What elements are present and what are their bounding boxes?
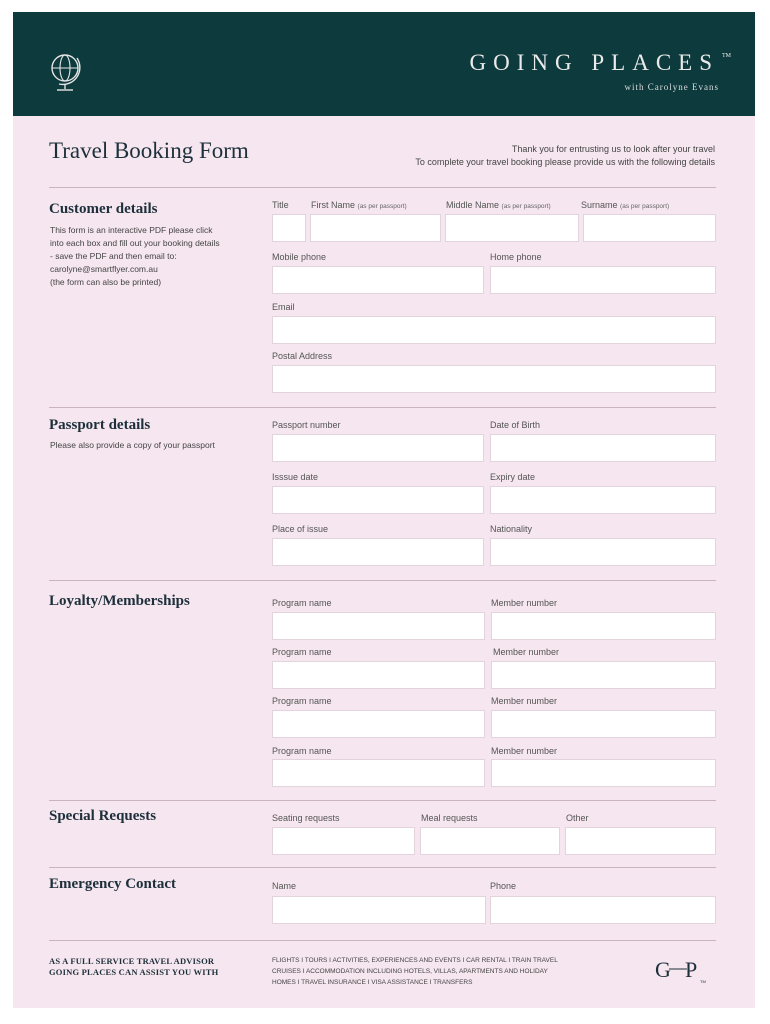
member-number-field[interactable]	[491, 759, 716, 787]
note-line: This form is an interactive PDF please click	[50, 225, 213, 235]
member-number-label: Member number	[491, 746, 558, 756]
passport-number-label: Passport number	[272, 420, 341, 430]
loyalty-section-title: Loyalty/Memberships	[49, 593, 190, 609]
note-line: - save the PDF and then email to:	[50, 251, 177, 261]
seating-requests-field[interactable]	[272, 827, 415, 855]
mobile-phone-label: Mobile phone	[272, 252, 327, 262]
program-name-label: Program name	[272, 746, 332, 756]
footer-services-line: HOMES I TRAVEL INSURANCE I VISA ASSISTANCE I TRANSFERS	[272, 979, 473, 986]
home-phone-label: Home phone	[490, 252, 542, 262]
postal-address-label: Postal Address	[272, 351, 333, 361]
program-name-field[interactable]	[272, 661, 485, 689]
first-name-label-text: First Name	[311, 200, 356, 210]
logo-trademark: TM	[700, 979, 706, 984]
program-name-field[interactable]	[272, 612, 485, 640]
footer-tagline	[49, 956, 218, 978]
passport-number-field[interactable]	[272, 434, 484, 462]
expiry-date-label: Expiry date	[490, 472, 536, 482]
other-requests-label: Other	[566, 813, 589, 823]
customer-section-title: Customer details	[49, 201, 158, 217]
footer-tagline-line: AS A FULL SERVICE TRAVEL ADVISOR	[49, 956, 215, 966]
meal-requests-field[interactable]	[420, 827, 560, 855]
program-name-label: Program name	[272, 696, 332, 706]
passport-section-note: Please also provide a copy of your passport	[50, 440, 215, 450]
email-field[interactable]	[272, 316, 716, 344]
brand-name	[469, 50, 731, 76]
nationality-field[interactable]	[490, 538, 716, 566]
member-number-label: Member number	[493, 647, 560, 657]
section-divider	[49, 580, 716, 581]
member-number-field[interactable]	[491, 710, 716, 738]
intro-text	[415, 143, 715, 169]
other-requests-field[interactable]	[565, 827, 716, 855]
section-divider	[49, 800, 716, 801]
place-of-issue-field[interactable]	[272, 538, 484, 566]
section-divider	[49, 407, 716, 408]
member-number-label: Member number	[491, 598, 558, 608]
issue-date-field[interactable]	[272, 486, 484, 514]
first-name-label	[311, 200, 407, 210]
first-name-field[interactable]	[310, 214, 441, 242]
seating-requests-label: Seating requests	[272, 813, 340, 823]
intro-line-1: Thank you for entrusting us to look after your travel	[511, 144, 715, 154]
emergency-phone-field[interactable]	[490, 896, 716, 924]
place-of-issue-label: Place of issue	[272, 524, 329, 534]
middle-name-label-text: Middle Name	[446, 200, 500, 210]
passport-section-title: Passport details	[49, 417, 151, 433]
as-per-passport-note: (as per passport)	[620, 203, 670, 210]
note-line: (the form can also be printed)	[50, 277, 162, 287]
customer-section-note	[50, 224, 250, 289]
booking-form-page	[13, 12, 755, 1008]
meal-requests-label: Meal requests	[421, 813, 478, 823]
program-name-field[interactable]	[272, 759, 485, 787]
brand-trademark: TM	[722, 53, 731, 59]
note-line: carolyne@smartflyer.com.au	[50, 264, 158, 274]
postal-address-field[interactable]	[272, 365, 716, 393]
header-banner	[13, 12, 755, 116]
footer-tagline-line: GOING PLACES CAN ASSIST YOU WITH	[49, 967, 219, 977]
logo-g: G	[655, 957, 671, 982]
expiry-date-field[interactable]	[490, 486, 716, 514]
surname-label	[581, 200, 669, 210]
home-phone-field[interactable]	[490, 266, 716, 294]
title-field[interactable]	[272, 214, 306, 242]
program-name-label: Program name	[272, 598, 332, 608]
middle-name-label	[446, 200, 551, 210]
footer-services-line: FLIGHTS I TOURS I ACTIVITIES, EXPERIENCES AND EVENTS I CAR RENTAL I TRAIN TRAVEL	[272, 957, 558, 964]
brand-subtitle: with Carolyne Evans	[624, 82, 719, 92]
nationality-label: Nationality	[490, 524, 533, 534]
issue-date-label: Isssue date	[272, 472, 319, 482]
gp-monogram-logo	[653, 957, 713, 985]
emergency-name-field[interactable]	[272, 896, 486, 924]
emergency-contact-section-title: Emergency Contact	[49, 876, 177, 892]
surname-field[interactable]	[583, 214, 716, 242]
program-name-field[interactable]	[272, 710, 485, 738]
program-name-label: Program name	[272, 647, 332, 657]
as-per-passport-note: (as per passport)	[357, 203, 407, 210]
special-requests-section-title: Special Requests	[49, 808, 157, 824]
date-of-birth-field[interactable]	[490, 434, 716, 462]
section-divider	[49, 187, 716, 188]
surname-label-text: Surname	[581, 200, 618, 210]
brand-block	[469, 50, 731, 92]
emergency-name-label: Name	[272, 881, 297, 891]
section-divider	[49, 867, 716, 868]
member-number-label: Member number	[491, 696, 558, 706]
as-per-passport-note: (as per passport)	[501, 203, 551, 210]
intro-line-2: To complete your travel booking please provide us with the following details	[415, 157, 715, 167]
mobile-phone-field[interactable]	[272, 266, 484, 294]
footer-services	[272, 955, 602, 988]
date-of-birth-label: Date of Birth	[490, 420, 541, 430]
middle-name-field[interactable]	[445, 214, 579, 242]
note-line: into each box and fill out your booking details	[50, 238, 220, 248]
member-number-field[interactable]	[491, 612, 716, 640]
section-divider	[49, 940, 716, 941]
logo-p: P	[685, 957, 698, 982]
email-label: Email	[272, 302, 295, 312]
page-title: Travel Booking Form	[49, 138, 249, 163]
member-number-field[interactable]	[491, 661, 716, 689]
title-label: Title	[272, 200, 289, 210]
emergency-phone-label: Phone	[490, 881, 517, 891]
brand-name-text: GOING PLACES	[469, 50, 719, 75]
footer-services-line: CRUISES I ACCOMMODATION INCLUDING HOTELS, VILLAS, APARTMENTS AND HOLIDAY	[272, 968, 548, 975]
globe-icon	[47, 50, 87, 94]
